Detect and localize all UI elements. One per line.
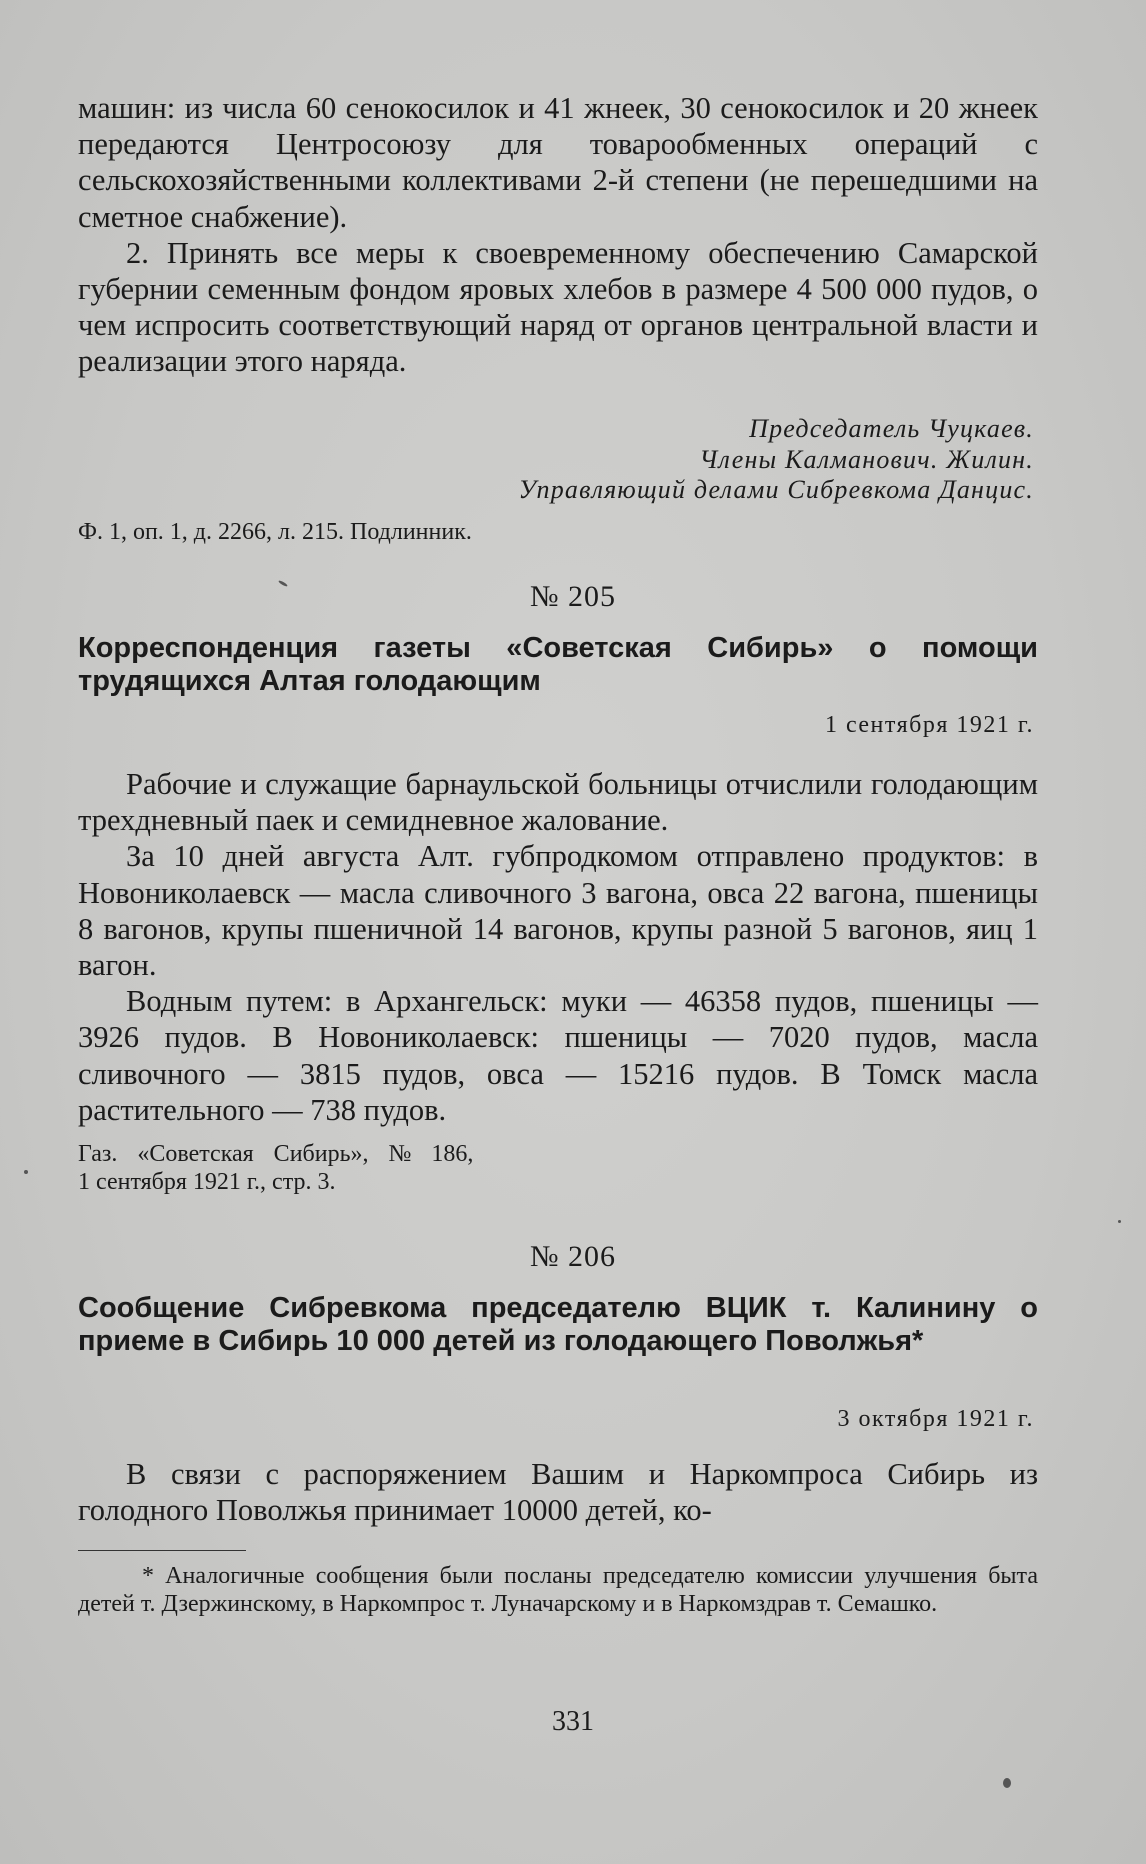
document-title-205-block [78,632,1038,698]
document-body-206 [78,1456,1038,1528]
signature-manager: Управляющий делами Сибревкома Данцис. [518,475,1034,504]
body-paragraph-shipments: За 10 дней августа Алт. губпродкомом отправлено продуктов: в Новониколаевск — масла сливочного 3 вагона, овса 22 вагона, пшеницы 8 вагонов, крупы пшеничной 14 вагонов, крупы разной 5 вагонов, яиц 1 вагон. [78,839,1038,983]
continuation-paragraph: машин: из числа 60 сенокосилок и 41 жнеек, 30 сенокосилок и 20 жнеек передаются Центросоюзу для товарообменных операций с сельскохозяйственными коллективами 2-й степени (не перешедшими на сметное снабжение). [78,91,1038,234]
resolution-point-2: 2. Принять все меры к своевременному обеспечению Самарской губернии семенным фондом яровых хлебов в размере 4 500 000 пудов, о чем испросить соответствующий наряд от органов центральной власти и реализации этого наряда. [78,235,1038,379]
continuation-text [78,90,1038,380]
document-date-205: 1 сентября 1921 г. [824,712,1034,738]
footnote-block [78,1562,1038,1618]
document-number-205: № 205 [529,580,617,613]
document-title-205: Корреспонденция газеты «Советская Сибирь» о помощи трудящихся Алтая голодающим [78,632,1038,697]
newspaper-source-line-1: Газ. «Советская Сибирь», № 186, [78,1141,474,1167]
document-title-206: Сообщение Сибревкома председателю ВЦИК т. Калинину о приеме в Сибирь 10 000 детей из голодающего Поволжья* [78,1292,1038,1357]
print-speck [24,1170,28,1174]
document-date-206: 3 октября 1921 г. [837,1406,1034,1432]
signature-chairman: Председатель Чуцкаев. [749,414,1034,443]
body-paragraph-children: В связи с распоряжением Вашим и Наркомпроса Сибирь из голодного Поволжья принимает 10000 детей, ко- [78,1457,1038,1528]
document-title-206-block [78,1292,1038,1358]
signature-members: Члены Калманович. Жилин. [699,444,1034,474]
print-speck [1003,1778,1011,1788]
footnote-rule [78,1550,246,1551]
footnote-text: * Аналогичные сообщения были посланы председателю комиссии улучшения быта детей т. Дзержинскому, в Наркомпрос т. Луначарскому и в Наркомздрав т. Семашко. [78,1563,1038,1617]
archive-source-text: Ф. 1, оп. 1, д. 2266, л. 215. Подлинник. [78,519,472,545]
newspaper-source-line-2: 1 сентября 1921 г., стр. 3. [78,1169,336,1195]
newspaper-source [78,1140,1038,1196]
print-speck [1118,1220,1121,1223]
page-number: 331 [552,1706,594,1737]
signatures-block [519,414,1034,506]
document-body-205 [78,766,1038,1128]
document-number-206: № 206 [529,1240,617,1273]
archive-source [78,518,1038,546]
body-paragraph-hospital: Рабочие и служащие барнаульской больницы отчислили голодающим трехдневный паек и семидневное жалование. [78,767,1038,838]
body-paragraph-waterway: Водным путем: в Архангельск: муки — 46358 пудов, пшеницы — 3926 пудов. В Новониколаевск: пшеницы — 7020 пудов, масла сливочного — 3815 пудов, овса — 15216 пудов. В Томск масла растительного — 738 пудов. [78,984,1038,1127]
